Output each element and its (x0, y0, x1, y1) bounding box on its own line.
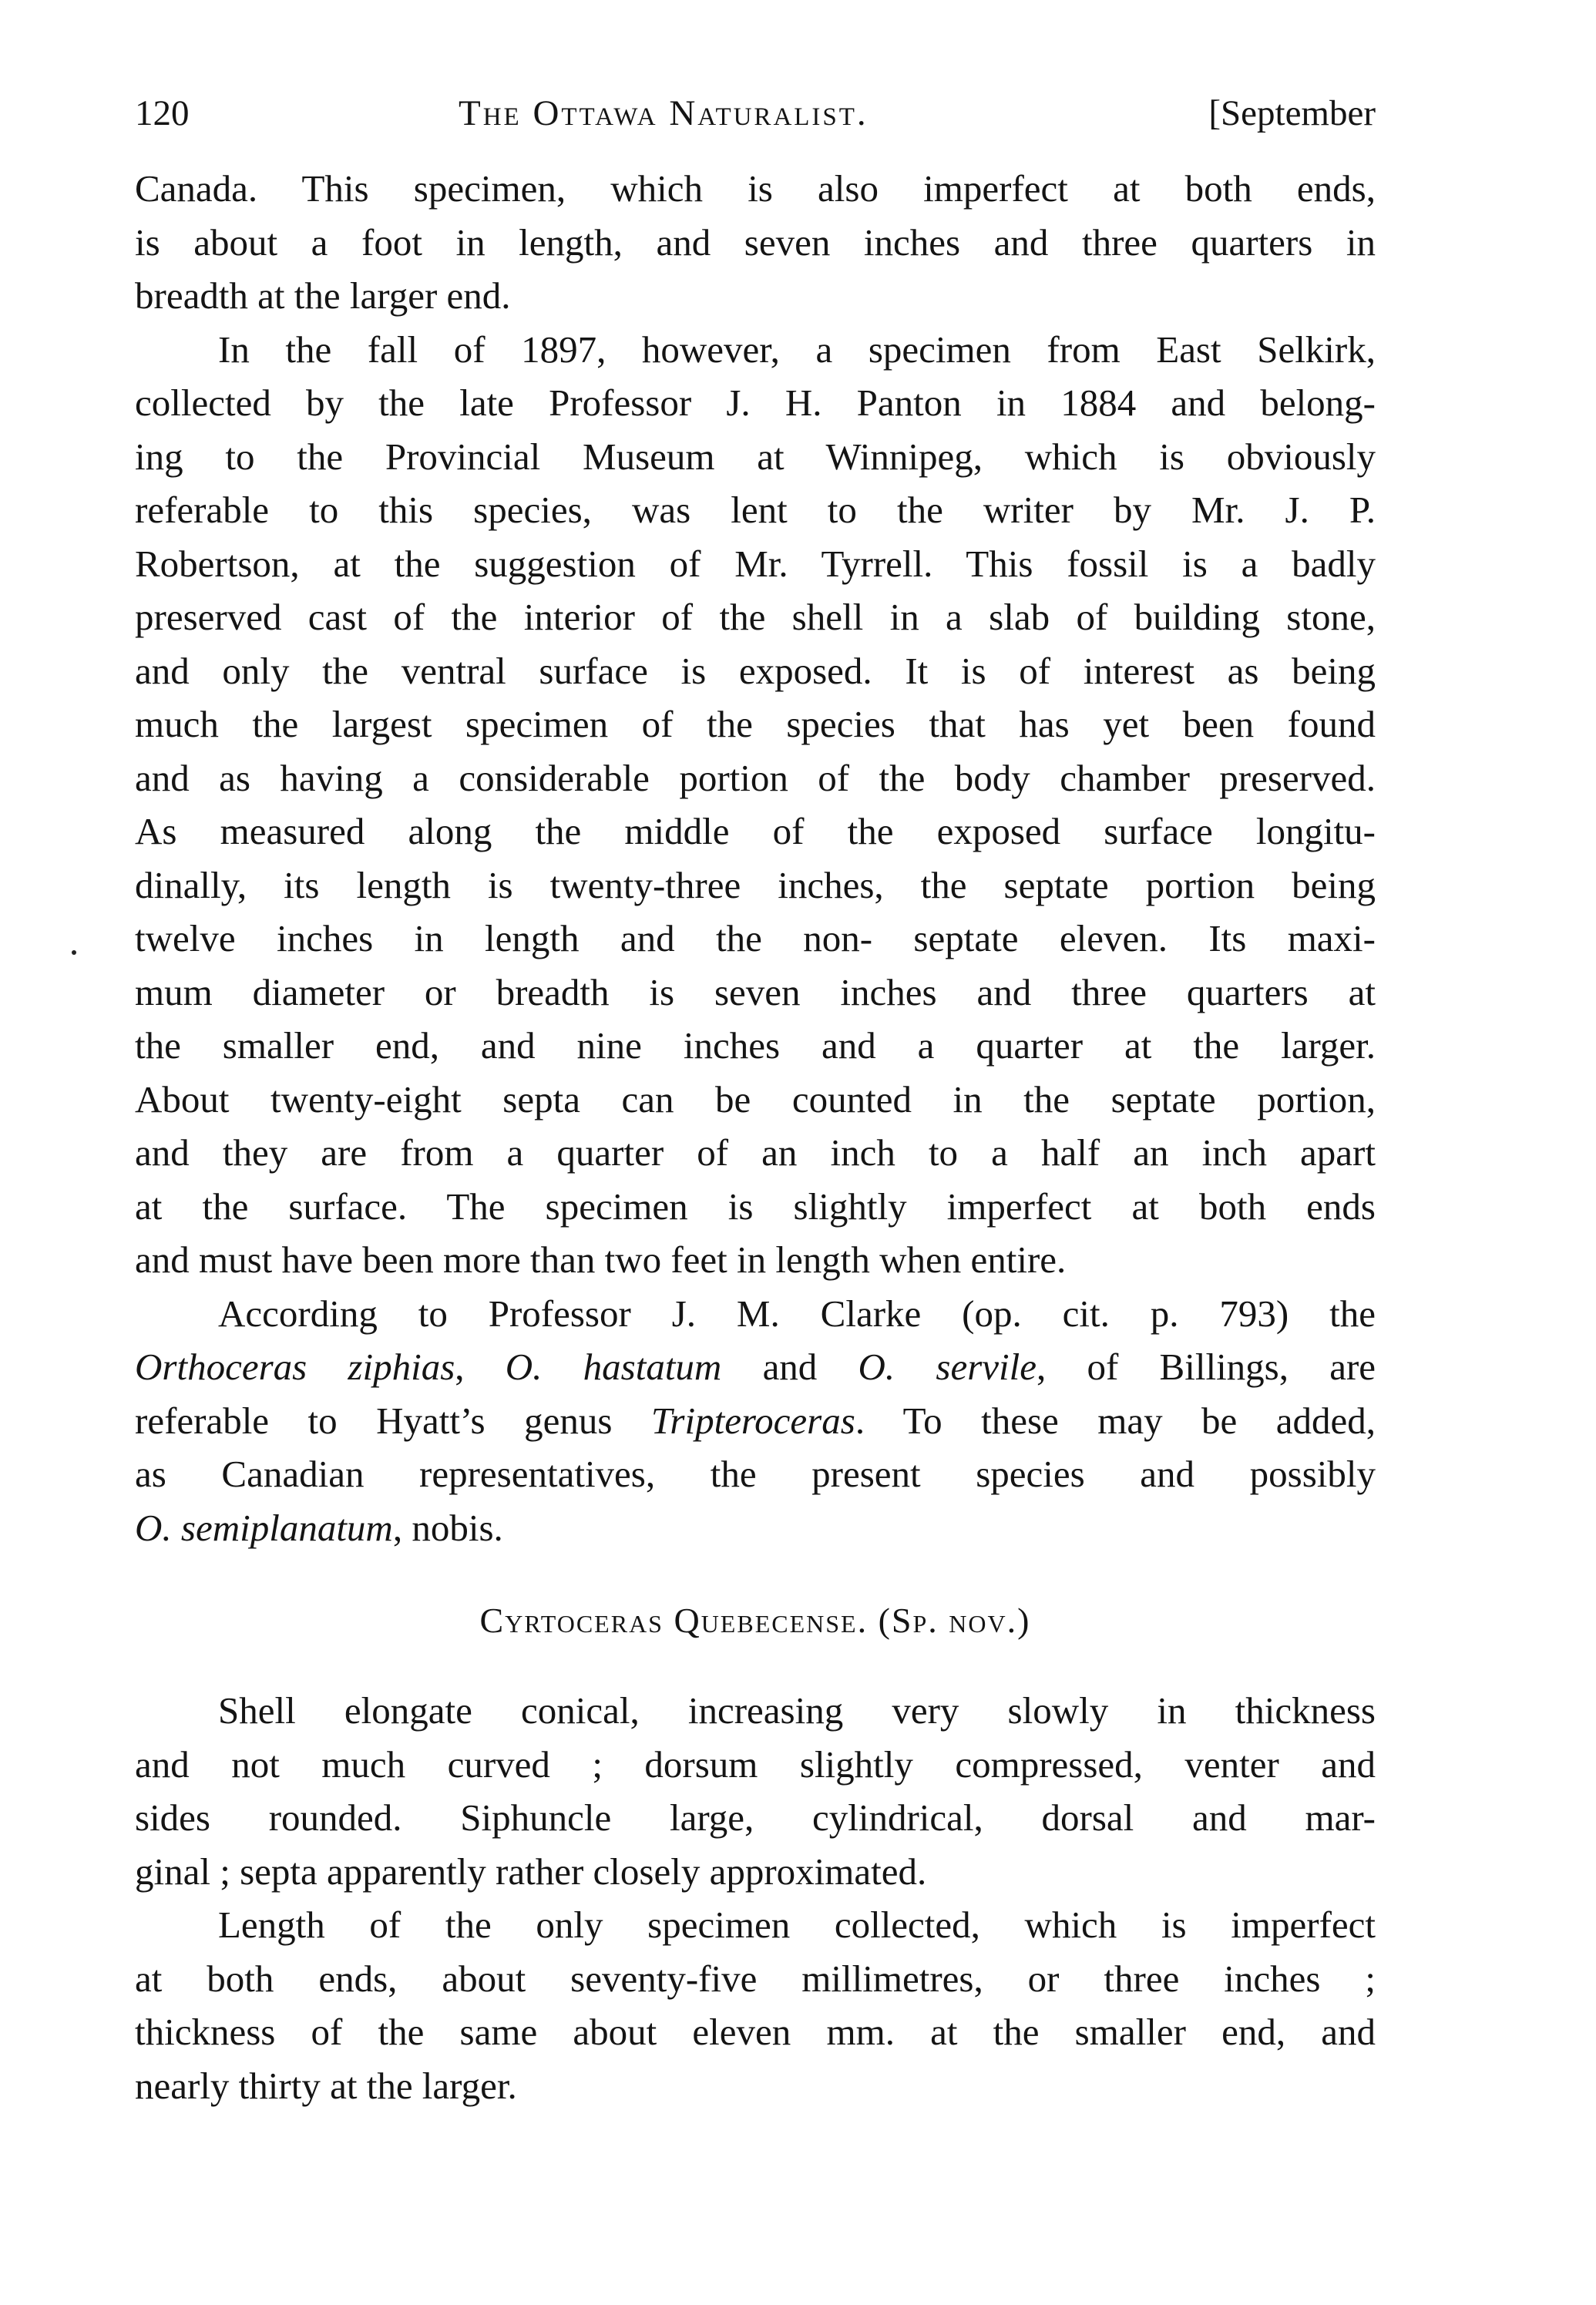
margin-mark (72, 950, 76, 955)
taxon-name: O. hastatum (505, 1346, 722, 1388)
para3-line (135, 1394, 1376, 1448)
para3-text: and (762, 1346, 818, 1388)
running-header (135, 86, 1376, 140)
para5-line: at both ends, about seventy-five millimetres, or three inches ; (135, 1957, 1376, 2000)
para5-line: Length of the only specimen collected, which is imperfect (218, 1903, 1376, 1946)
body-text (135, 162, 1376, 1554)
para2-line: referable to this species, was lent to the writer by Mr. J. P. (135, 489, 1376, 531)
para3-line (135, 1340, 1376, 1394)
species-description (135, 1684, 1376, 2112)
species-heading: Cyrtoceras Quebecense. (Sp. nov.) (479, 1601, 1031, 1640)
para2-line: and as having a considerable portion of the body chamber preserved. (135, 756, 1376, 799)
running-title: The Ottawa Naturalist. (459, 93, 869, 133)
taxon-name: O. servile (858, 1346, 1037, 1388)
para3-line: According to Professor J. M. Clarke (op. cit. p. 793) the (218, 1292, 1376, 1335)
taxon-name: O. semiplanatum (135, 1506, 393, 1549)
para2-line: In the fall of 1897, however, a specimen from East Selkirk, (218, 328, 1376, 371)
para3-text: , nobis. (392, 1506, 503, 1549)
para1-line: breadth at the larger end. (135, 274, 511, 317)
page-number: 120 (135, 93, 190, 133)
para2-line: and must have been more than two feet in length when entire. (135, 1238, 1067, 1281)
para4-line: ginal ; septa apparently rather closely approximated. (135, 1850, 927, 1893)
para2-line: mum diameter or breadth is seven inches and three quarters at (135, 970, 1376, 1013)
para4-line: and not much curved ; dorsum slightly compressed, venter and (135, 1742, 1376, 1786)
para1-line: Canada. This specimen, which is also imperfect at both ends, (135, 167, 1376, 210)
para3-line (135, 1501, 1376, 1555)
para2-line: ing to the Provincial Museum at Winnipeg, which is obviously (135, 435, 1376, 478)
para5-line: thickness of the same about eleven mm. at the smaller end, and (135, 2011, 1376, 2053)
para2-line: preserved cast of the interior of the shell in a slab of building stone, (135, 596, 1376, 638)
para2-line: dinally, its length is twenty-three inches, the septate portion being (135, 863, 1376, 906)
para1-line: is about a foot in length, and seven inches and three quarters in (135, 220, 1376, 264)
para2-line: at the surface. The specimen is slightly imperfect at both ends (135, 1184, 1376, 1228)
header-month: [September (1208, 93, 1376, 133)
para3-text: . To these may be added, (855, 1399, 1376, 1442)
para2-line: twelve inches in length and the non- septate eleven. Its maxi- (135, 917, 1376, 959)
para2-line: Robertson, at the suggestion of Mr. Tyrrell. This fossil is a badly (135, 542, 1376, 585)
para2-line: and they are from a quarter of an inch to a half an inch apart (135, 1131, 1376, 1174)
para3-text: , (455, 1346, 465, 1388)
taxon-name: Tripteroceras (650, 1399, 855, 1442)
para2-line: As measured along the middle of the exposed surface longitu- (135, 810, 1376, 852)
para5-line: nearly thirty at the larger. (135, 2064, 517, 2107)
para2-line: much the largest specimen of the species that has yet been found (135, 703, 1376, 745)
taxon-name: Orthoceras ziphias (135, 1346, 455, 1388)
para3-line: as Canadian representatives, the present species and possibly (135, 1453, 1376, 1495)
para3-text: , of Billings, are (1037, 1346, 1376, 1388)
para4-line: Shell elongate conical, increasing very slowly in thickness (218, 1689, 1376, 1732)
para2-line: and only the ventral surface is exposed. It is of interest as being (135, 649, 1376, 692)
para2-line: the smaller end, and nine inches and a quarter at the larger. (135, 1024, 1376, 1067)
para2-line: About twenty-eight septa can be counted in the septate portion, (135, 1077, 1376, 1121)
para4-line: sides rounded. Siphuncle large, cylindrical, dorsal and mar- (135, 1796, 1376, 1839)
para3-text: referable to Hyatt’s genus (135, 1399, 613, 1442)
para2-line: collected by the late Professor J. H. Panton in 1884 and belong- (135, 381, 1376, 424)
